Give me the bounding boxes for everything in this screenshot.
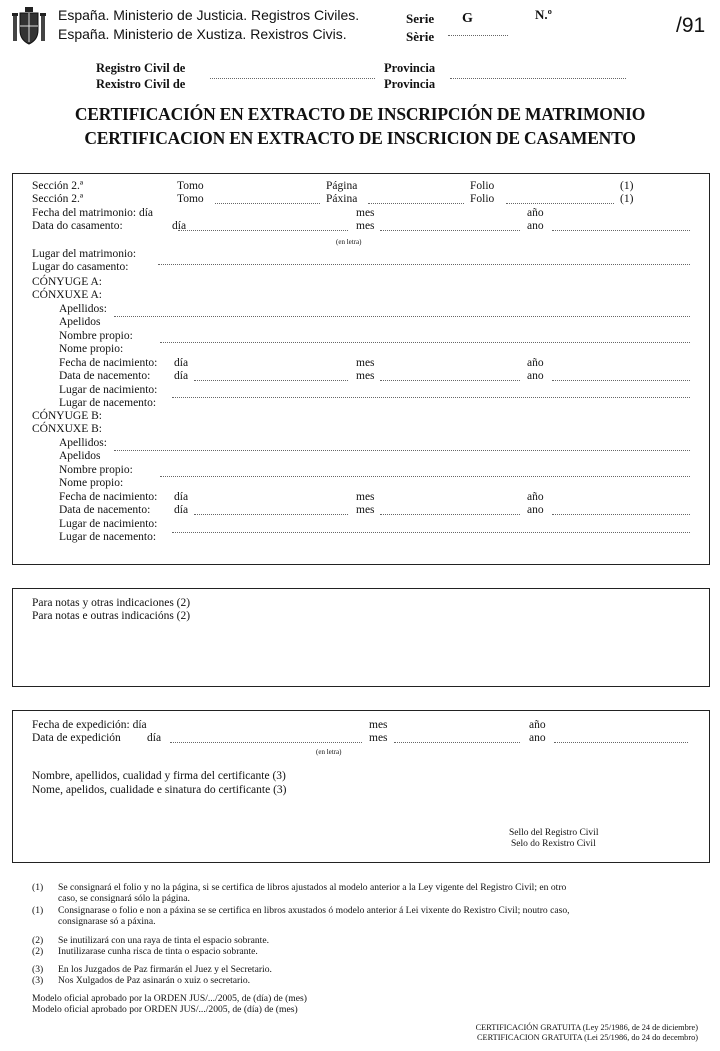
fn3-text-gl: Nos Xulgados de Paz asinarán o xuiz o secretario. xyxy=(58,975,251,986)
firma-label-es: Nombre, apellidos, cualidad y firma del certificante (3) xyxy=(32,770,286,782)
provincia-field[interactable] xyxy=(450,78,626,79)
pagina-label-es: Página xyxy=(326,180,358,192)
fn2-text-gl: Inutilizarase cunha risca de tinta o espacio sobrante. xyxy=(58,946,258,957)
b-mes-es: mes xyxy=(356,491,375,503)
a-lugar-nac-label: Lugar de nacimiento: xyxy=(59,384,158,396)
registro-field[interactable] xyxy=(210,78,375,79)
a-birth-month-field[interactable] xyxy=(380,380,520,381)
b-apelidos-label: Apelidos xyxy=(59,450,101,462)
provincia-label-es: Provincia xyxy=(384,61,436,75)
mes-label-es: mes xyxy=(356,207,375,219)
a-nombre-label: Nombre propio: xyxy=(59,330,133,342)
numero-label: N.º xyxy=(535,7,552,22)
a-dia-es: día xyxy=(174,357,189,369)
exp-mes-es: mes xyxy=(369,719,388,731)
fn1-text-es-b: caso, se consignará sólo la página. xyxy=(58,893,190,904)
tomo-label-es: Tomo xyxy=(177,180,204,192)
a-apelidos-label: Apelidos xyxy=(59,316,101,328)
registro-label-es: Registro Civil de xyxy=(96,61,186,75)
notas-label-es: Para notas y otras indicaciones (2) xyxy=(32,597,191,609)
anio-label: año xyxy=(527,207,544,219)
conyuge-b-label: CÓNYUGE B: xyxy=(32,410,102,422)
b-nome-label: Nome propio: xyxy=(59,477,124,489)
marriage-month-field[interactable] xyxy=(380,230,520,231)
modelo-gl: Modelo oficial aprobado por ORDEN JUS/.../2005, de (día) de (mes) xyxy=(32,1004,298,1015)
a-nome-label: Nome propio: xyxy=(59,343,124,355)
conxuxe-a-label: CÓNXUXE A: xyxy=(32,289,102,301)
gratuita-es: CERTIFICACIÓN GRATUITA (Ley 25/1986, de 24 de diciembre) xyxy=(475,1023,698,1032)
marriage-place-field[interactable] xyxy=(158,264,690,265)
b-fecha-nac-label: Fecha de nacimiento: xyxy=(59,491,158,503)
mes-label-gl: mes xyxy=(356,220,375,232)
seccion-label-gl: Sección 2.ª xyxy=(32,193,84,205)
b-birth-day-field[interactable] xyxy=(194,514,348,515)
lugar-matrimonio-label: Lugar del matrimonio: xyxy=(32,248,137,260)
issue-day-field[interactable] xyxy=(170,742,362,743)
folio-label-es: Folio xyxy=(470,180,495,192)
fn3-number-gl: (3) xyxy=(32,975,44,986)
lugar-casamento-label: Lugar do casamento: xyxy=(32,261,129,273)
conyuge-a-label: CÓNYUGE A: xyxy=(32,276,102,288)
b-birth-month-field[interactable] xyxy=(380,514,520,515)
en-letra-note: (en letra) xyxy=(336,238,362,246)
firma-label-gl: Nome, apelidos, cualidade e sinatura do certificante (3) xyxy=(32,784,287,796)
b-data-nac-label: Data de nacemento: xyxy=(59,504,151,516)
b-surname-field[interactable] xyxy=(114,450,690,451)
b-apellidos-label: Apellidos: xyxy=(59,437,107,449)
exp-ano: ano xyxy=(529,732,546,744)
a-apellidos-label: Apellidos: xyxy=(59,303,107,315)
fecha-exp-label: Fecha de expedición: día xyxy=(32,719,147,731)
b-dia-es: día xyxy=(174,491,189,503)
exp-en-letra-note: (en letra) xyxy=(316,748,342,756)
ref-note-1b: (1) xyxy=(620,193,634,205)
fn1-number-gl: (1) xyxy=(32,905,44,916)
tomo-label-gl: Tomo xyxy=(177,193,204,205)
marriage-year-field[interactable] xyxy=(552,230,690,231)
notes-area[interactable] xyxy=(30,628,690,678)
ano-label: ano xyxy=(527,220,544,232)
a-birth-day-field[interactable] xyxy=(194,380,348,381)
exp-anio: año xyxy=(529,719,546,731)
folio-field[interactable] xyxy=(506,203,614,204)
serie-dots xyxy=(448,35,508,36)
a-mes-es: mes xyxy=(356,357,375,369)
fn1-text-es-a: Se consignará el folio y no la página, si se certifica de libros ajustados al modelo anterior a la Ley vigente del Registro Civil; en otro xyxy=(58,882,567,893)
sello-label-es: Sello del Registro Civil xyxy=(509,828,599,838)
b-name-field[interactable] xyxy=(160,476,690,477)
seccion-label-es: Sección 2.ª xyxy=(32,180,84,192)
a-name-field[interactable] xyxy=(160,342,690,343)
a-dia-gl: día xyxy=(174,370,189,382)
marriage-day-field[interactable] xyxy=(178,230,348,231)
exp-dia-gl: día xyxy=(147,732,162,744)
form-code: /91 xyxy=(676,14,706,37)
ministry-es: España. Ministerio de Justicia. Registros Civiles. xyxy=(58,7,360,23)
fn1-text-gl-b: consignarase só a páxina. xyxy=(58,916,156,927)
a-birth-place-field[interactable] xyxy=(172,397,690,398)
title-es: CERTIFICACIÓN EN EXTRACTO DE INSCRIPCIÓN DE MATRIMONIO xyxy=(74,104,646,124)
fn3-number-es: (3) xyxy=(32,964,44,975)
notas-label-gl: Para notas e outras indicacións (2) xyxy=(32,610,191,622)
a-birth-year-field[interactable] xyxy=(552,380,690,381)
exp-mes-gl: mes xyxy=(369,732,388,744)
a-surname-field[interactable] xyxy=(114,316,690,317)
issue-month-field[interactable] xyxy=(394,742,520,743)
a-anio: año xyxy=(527,357,544,369)
issue-year-field[interactable] xyxy=(554,742,688,743)
folio-label-gl: Folio xyxy=(470,193,495,205)
a-data-nac-label: Data de nacemento: xyxy=(59,370,151,382)
b-birth-year-field[interactable] xyxy=(552,514,690,515)
coat-of-arms-icon xyxy=(10,6,48,46)
b-lugar-nac-label: Lugar de nacimiento: xyxy=(59,518,158,530)
data-exp-label: Data de expedición xyxy=(32,732,121,744)
dia-label-gl: día xyxy=(172,220,187,232)
fn2-number-es: (2) xyxy=(32,935,44,946)
fn1-number-es: (1) xyxy=(32,882,44,893)
sello-label-gl: Selo do Rexistro Civil xyxy=(511,839,596,849)
fn2-text-es: Se inutilizará con una raya de tinta el espacio sobrante. xyxy=(58,935,269,946)
b-lugar-nacemento-label: Lugar de nacemento: xyxy=(59,531,157,543)
serie-label-gl: Sèrie xyxy=(406,29,435,44)
b-mes-gl: mes xyxy=(356,504,375,516)
b-dia-gl: día xyxy=(174,504,189,516)
ministry-gl: España. Ministerio de Xustiza. Rexistros Civis. xyxy=(58,26,347,42)
fn3-text-es: En los Juzgados de Paz firmarán el Juez y el Secretario. xyxy=(58,964,272,975)
registro-label-gl: Rexistro Civil de xyxy=(96,77,186,91)
a-mes-gl: mes xyxy=(356,370,375,382)
fn1-text-gl-a: Consignarase o folio e non a páxina se se certifica en libros axustados ó modelo anterior á Lei vixente do Rexistro Civil; noutro caso, xyxy=(58,905,570,916)
conxuxe-b-label: CÓNXUXE B: xyxy=(32,423,102,435)
b-ano: ano xyxy=(527,504,544,516)
a-lugar-nacemento-label: Lugar de nacemento: xyxy=(59,397,157,409)
serie-value: G xyxy=(462,11,473,26)
title-gl: CERTIFICACION EN EXTRACTO DE INSCRICION DE CASAMENTO xyxy=(84,128,636,148)
pagina-field[interactable] xyxy=(368,203,464,204)
gratuita-gl: CERTIFICACION GRATUITA (Lei 25/1986, do 24 do decembro) xyxy=(477,1033,698,1042)
a-fecha-nac-label: Fecha de nacimiento: xyxy=(59,357,158,369)
serie-label-es: Serie xyxy=(406,11,435,26)
signature-area[interactable] xyxy=(30,800,470,850)
ref-note-1a: (1) xyxy=(620,180,634,192)
pagina-label-gl: Páxina xyxy=(326,193,358,205)
provincia-label-gl: Provincia xyxy=(384,77,436,91)
a-ano: ano xyxy=(527,370,544,382)
b-birth-place-field[interactable] xyxy=(172,532,690,533)
data-casamento-label: Data do casamento: xyxy=(32,220,123,232)
fn2-number-gl: (2) xyxy=(32,946,44,957)
fecha-matrimonio-label: Fecha del matrimonio: día xyxy=(32,207,154,219)
tomo-field[interactable] xyxy=(215,203,320,204)
modelo-es: Modelo oficial aprobado por la ORDEN JUS/.../2005, de (día) de (mes) xyxy=(32,993,307,1004)
b-nombre-label: Nombre propio: xyxy=(59,464,133,476)
b-anio: año xyxy=(527,491,544,503)
